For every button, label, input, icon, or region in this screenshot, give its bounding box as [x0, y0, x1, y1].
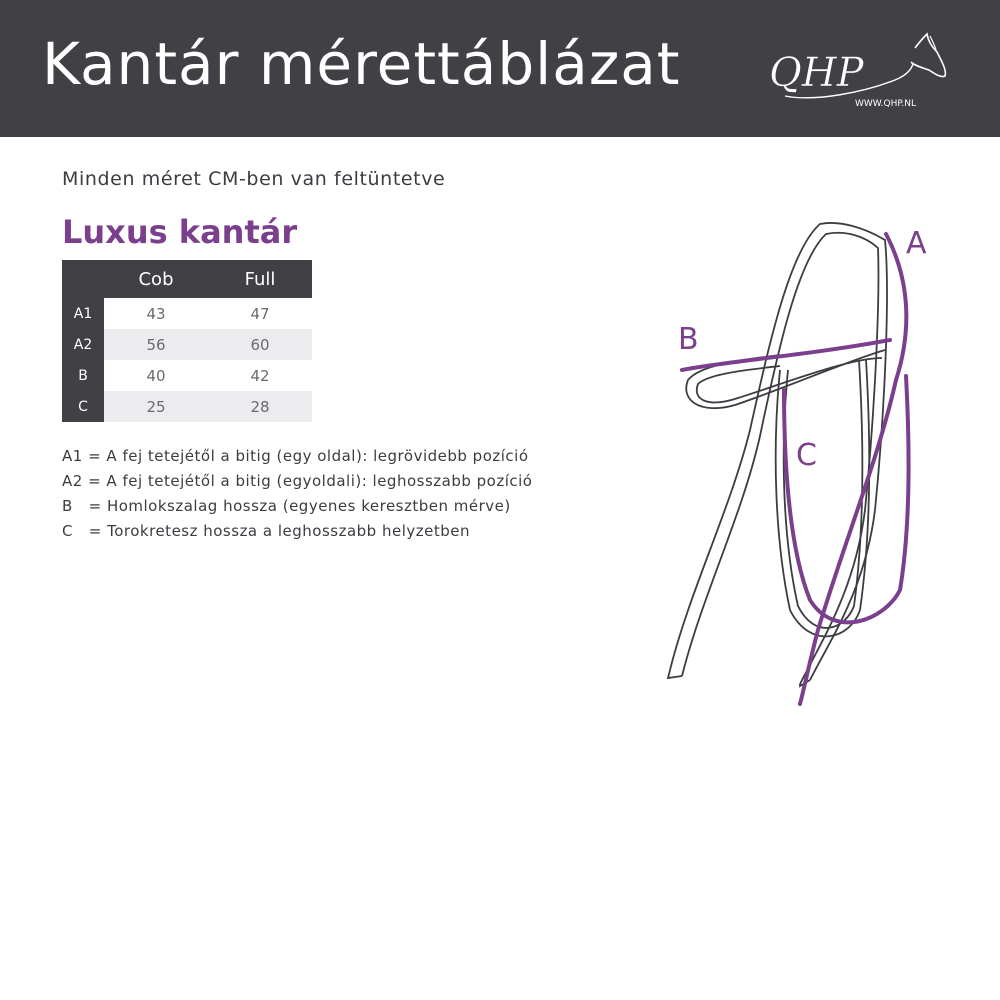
qhp-logo	[765, 30, 950, 115]
table-row	[62, 391, 312, 422]
legend-key: A2	[62, 472, 83, 490]
legend-text: A fej tetejétől a bitig (egyoldali): leghosszabb pozíció	[106, 472, 533, 490]
bridle-diagram	[660, 210, 960, 720]
table-corner	[62, 260, 104, 298]
column-header: Cob	[104, 260, 208, 298]
section-title: Luxus kantár	[62, 213, 298, 251]
legend-separator: =	[82, 447, 107, 465]
legend-key: B	[62, 497, 73, 515]
row-label: A1	[62, 298, 104, 329]
table-cell: 42	[208, 360, 312, 391]
table-cell: 43	[104, 298, 208, 329]
subtitle: Minden méret CM-ben van feltüntetve	[62, 168, 446, 190]
table-cell: 47	[208, 298, 312, 329]
size-table	[62, 260, 312, 422]
legend-separator: =	[82, 472, 107, 490]
legend-item	[62, 494, 532, 519]
table-cell: 40	[104, 360, 208, 391]
legend-separator: =	[72, 497, 107, 515]
logo-url: WWW.QHP.NL	[855, 99, 917, 109]
legend-text: A fej tetejétől a bitig (egy oldal): legrövidebb pozíció	[106, 447, 529, 465]
table-cell: 60	[208, 329, 312, 360]
table-row	[62, 360, 312, 391]
table-cell: 25	[104, 391, 208, 422]
table-header-row	[62, 260, 312, 298]
header-bar	[0, 0, 1000, 137]
legend-key: A1	[62, 447, 83, 465]
legend-key: C	[62, 522, 73, 540]
table-row	[62, 329, 312, 360]
legend-item	[62, 444, 532, 469]
legend-item	[62, 519, 532, 544]
label-b: B	[678, 322, 699, 357]
logo-text: QHP	[769, 50, 864, 96]
row-label: A2	[62, 329, 104, 360]
label-c: C	[796, 438, 817, 473]
row-label: C	[62, 391, 104, 422]
legend-text: Homlokszalag hossza (egyenes keresztben mérve)	[106, 497, 511, 515]
label-a: A	[906, 226, 927, 261]
row-label: B	[62, 360, 104, 391]
legend-text: Torokretesz hossza a leghosszabb helyzetben	[107, 522, 470, 540]
table-cell: 56	[104, 329, 208, 360]
table-cell: 28	[208, 391, 312, 422]
page-title: Kantár mérettáblázat	[42, 30, 681, 98]
legend	[62, 444, 532, 544]
column-header: Full	[208, 260, 312, 298]
legend-separator: =	[72, 522, 108, 540]
legend-item	[62, 469, 532, 494]
table-row	[62, 298, 312, 329]
